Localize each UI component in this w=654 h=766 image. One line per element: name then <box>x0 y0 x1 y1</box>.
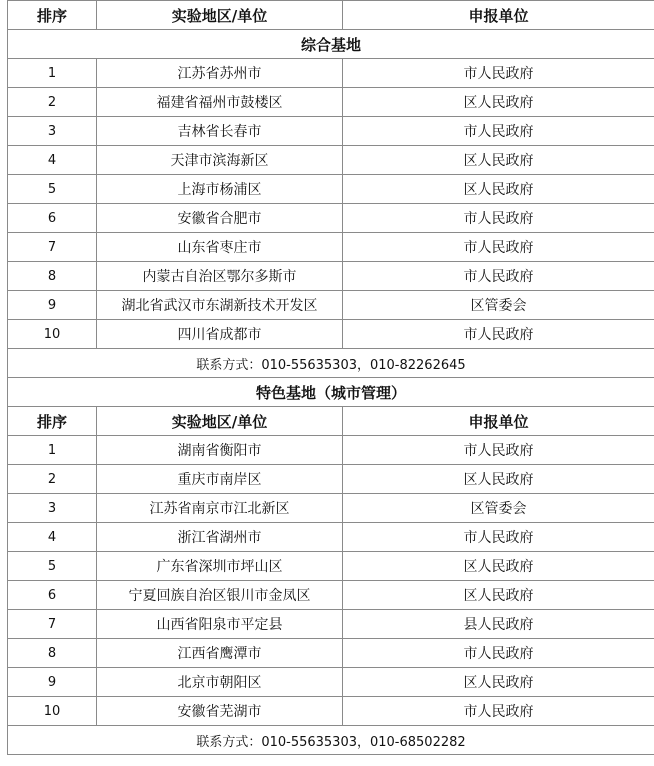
area-cell: 上海市杨浦区 <box>97 175 343 204</box>
contact-info: 联系方式：010-55635303，010-82262645 <box>8 349 654 378</box>
applicant-cell: 区管委会 <box>343 494 654 523</box>
applicant-cell: 区人民政府 <box>343 175 654 204</box>
rank-cell: 1 <box>8 436 97 465</box>
rank-cell: 7 <box>8 610 97 639</box>
table-row <box>8 697 654 726</box>
applicant-cell: 市人民政府 <box>343 436 654 465</box>
area-cell: 重庆市南岸区 <box>97 465 343 494</box>
table-row <box>8 610 654 639</box>
section-title: 综合基地 <box>8 30 654 59</box>
section-title: 特色基地（城市管理） <box>8 378 654 407</box>
rank-cell: 1 <box>8 59 97 88</box>
table-row <box>8 146 654 175</box>
applicant-cell: 区人民政府 <box>343 552 654 581</box>
column-header-applicant: 申报单位 <box>343 407 654 436</box>
applicant-cell: 市人民政府 <box>343 233 654 262</box>
table-row <box>8 291 654 320</box>
applicant-cell: 市人民政府 <box>343 639 654 668</box>
area-cell: 江西省鹰潭市 <box>97 639 343 668</box>
table-row <box>8 117 654 146</box>
applicant-cell: 区人民政府 <box>343 146 654 175</box>
applicant-cell: 区管委会 <box>343 291 654 320</box>
table-row <box>8 204 654 233</box>
area-cell: 北京市朝阳区 <box>97 668 343 697</box>
area-cell: 浙江省湖州市 <box>97 523 343 552</box>
table-row <box>8 494 654 523</box>
contact-row <box>8 726 654 755</box>
rank-cell: 4 <box>8 523 97 552</box>
applicant-cell: 区人民政府 <box>343 581 654 610</box>
contact-row <box>8 349 654 378</box>
rank-cell: 8 <box>8 639 97 668</box>
rank-cell: 2 <box>8 465 97 494</box>
contact-info: 联系方式：010-55635303，010-68502282 <box>8 726 654 755</box>
rank-cell: 10 <box>8 320 97 349</box>
table-row <box>8 552 654 581</box>
table-row <box>8 88 654 117</box>
table-row <box>8 175 654 204</box>
area-cell: 江苏省苏州市 <box>97 59 343 88</box>
rank-cell: 5 <box>8 552 97 581</box>
rank-cell: 7 <box>8 233 97 262</box>
rank-cell: 4 <box>8 146 97 175</box>
rank-cell: 10 <box>8 697 97 726</box>
table-row <box>8 639 654 668</box>
table-body <box>8 1 654 755</box>
column-header-rank: 排序 <box>8 407 97 436</box>
column-header-applicant: 申报单位 <box>343 1 654 30</box>
rank-cell: 9 <box>8 291 97 320</box>
rank-cell: 6 <box>8 581 97 610</box>
applicant-cell: 市人民政府 <box>343 697 654 726</box>
column-header-rank: 排序 <box>8 1 97 30</box>
table-row <box>8 233 654 262</box>
rank-cell: 9 <box>8 668 97 697</box>
table-row <box>8 59 654 88</box>
area-cell: 吉林省长春市 <box>97 117 343 146</box>
area-cell: 江苏省南京市江北新区 <box>97 494 343 523</box>
applicant-cell: 市人民政府 <box>343 320 654 349</box>
area-cell: 湖南省衡阳市 <box>97 436 343 465</box>
area-cell: 山东省枣庄市 <box>97 233 343 262</box>
area-cell: 湖北省武汉市东湖新技术开发区 <box>97 291 343 320</box>
applicant-cell: 市人民政府 <box>343 204 654 233</box>
column-header-area: 实验地区/单位 <box>97 407 343 436</box>
section-title-row <box>8 378 654 407</box>
area-cell: 四川省成都市 <box>97 320 343 349</box>
table-row <box>8 581 654 610</box>
area-cell: 山西省阳泉市平定县 <box>97 610 343 639</box>
area-cell: 宁夏回族自治区银川市金凤区 <box>97 581 343 610</box>
table-row <box>8 465 654 494</box>
rank-cell: 3 <box>8 494 97 523</box>
table-row <box>8 320 654 349</box>
table-row <box>8 668 654 697</box>
table-row <box>8 262 654 291</box>
rank-cell: 5 <box>8 175 97 204</box>
applicant-cell: 县人民政府 <box>343 610 654 639</box>
rank-cell: 2 <box>8 88 97 117</box>
area-cell: 安徽省合肥市 <box>97 204 343 233</box>
area-cell: 福建省福州市鼓楼区 <box>97 88 343 117</box>
column-header-area: 实验地区/单位 <box>97 1 343 30</box>
area-cell: 安徽省芜湖市 <box>97 697 343 726</box>
applicant-cell: 区人民政府 <box>343 668 654 697</box>
applicant-cell: 市人民政府 <box>343 59 654 88</box>
area-cell: 广东省深圳市坪山区 <box>97 552 343 581</box>
applicant-cell: 市人民政府 <box>343 117 654 146</box>
applicant-cell: 市人民政府 <box>343 523 654 552</box>
rank-cell: 8 <box>8 262 97 291</box>
table-row <box>8 523 654 552</box>
applicant-cell: 市人民政府 <box>343 262 654 291</box>
header-row <box>8 407 654 436</box>
header-row <box>8 1 654 30</box>
area-cell: 天津市滨海新区 <box>97 146 343 175</box>
applicant-cell: 区人民政府 <box>343 465 654 494</box>
rank-cell: 6 <box>8 204 97 233</box>
section-title-row <box>8 30 654 59</box>
base-list-table <box>7 0 654 755</box>
area-cell: 内蒙古自治区鄂尔多斯市 <box>97 262 343 291</box>
rank-cell: 3 <box>8 117 97 146</box>
applicant-cell: 区人民政府 <box>343 88 654 117</box>
table-row <box>8 436 654 465</box>
